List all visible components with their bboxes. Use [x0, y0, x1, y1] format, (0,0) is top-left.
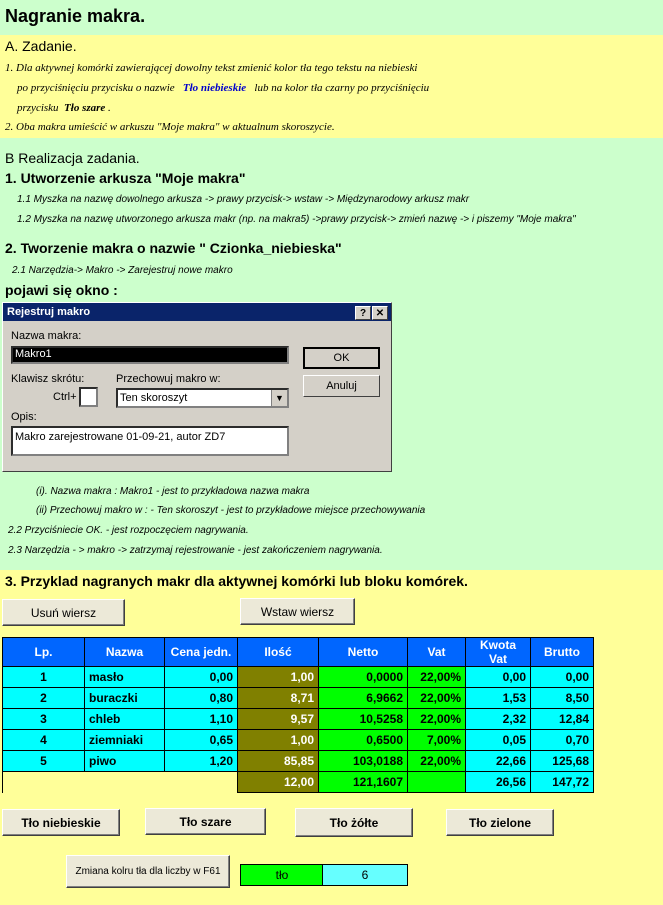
header-nazwa: Nazwa: [85, 638, 165, 667]
task-gray-keyword: Tło szare: [64, 102, 106, 114]
cell-netto[interactable]: 10,5258: [319, 709, 408, 730]
bg-value-cell[interactable]: 6: [322, 864, 408, 886]
cell-vat[interactable]: 22,00%: [408, 688, 466, 709]
task-line-3a: przycisku: [17, 102, 59, 114]
cell-netto[interactable]: 6,9662: [319, 688, 408, 709]
task-line-2: [17, 82, 429, 94]
table-row: [3, 709, 594, 730]
cancel-button[interactable]: Anuluj: [303, 375, 380, 397]
macro-name-input[interactable]: [11, 346, 289, 364]
delete-row-button[interactable]: Usuń wiersz: [2, 599, 125, 626]
section-3-heading: 3. Przyklad nagranych makr dla aktywnej komórki lub bloku komórek.: [5, 573, 468, 589]
cell-vat[interactable]: 22,00%: [408, 751, 466, 772]
cell-cena[interactable]: 0,00: [165, 667, 238, 688]
cell-netto[interactable]: 0,6500: [319, 730, 408, 751]
change-color-button[interactable]: Zmiana kolru tła dla liczby w F61: [66, 855, 230, 888]
table-header-row: [3, 638, 594, 667]
cell-vat[interactable]: 22,00%: [408, 667, 466, 688]
table-row: [3, 730, 594, 751]
store-in-value: Ten skoroszyt: [120, 392, 188, 404]
blue-background-button[interactable]: Tło niebieskie: [2, 809, 120, 836]
cell-netto[interactable]: 103,0188: [319, 751, 408, 772]
header-brutto: Brutto: [531, 638, 594, 667]
total-netto[interactable]: 121,1607: [319, 772, 408, 793]
cell-kwota-vat[interactable]: 1,53: [466, 688, 531, 709]
cell-netto[interactable]: 0,0000: [319, 667, 408, 688]
cell-kwota-vat[interactable]: 0,00: [466, 667, 531, 688]
cell-cena[interactable]: 1,10: [165, 709, 238, 730]
cell-ilosc[interactable]: 1,00: [238, 730, 319, 751]
header-lp: Lp.: [3, 638, 85, 667]
cell-vat[interactable]: 22,00%: [408, 709, 466, 730]
page-title: Nagranie makra.: [5, 6, 146, 26]
store-in-select[interactable]: [116, 388, 289, 408]
note-2: (ii) Przechowuj makro w : - Ten skoroszyt - jest to przykładowe miejsce przechowywania: [36, 505, 426, 516]
store-in-label: Przechowuj makro w:: [116, 373, 221, 385]
cell-nazwa[interactable]: piwo: [85, 751, 165, 772]
cell-lp[interactable]: 3: [3, 709, 85, 730]
cell-brutto[interactable]: 0,70: [531, 730, 594, 751]
cell-cena[interactable]: 0,80: [165, 688, 238, 709]
cell-lp[interactable]: 1: [3, 667, 85, 688]
task-line-4: 2. Oba makra umieścić w arkuszu "Moje makra" w aktualnum skoroszycie.: [5, 121, 335, 133]
insert-row-button[interactable]: Wstaw wiersz: [240, 598, 355, 625]
cell-ilosc[interactable]: 9,57: [238, 709, 319, 730]
cell-ilosc[interactable]: 8,71: [238, 688, 319, 709]
cell-vat[interactable]: 7,00%: [408, 730, 466, 751]
cell-nazwa[interactable]: buraczki: [85, 688, 165, 709]
cell-brutto[interactable]: 0,00: [531, 667, 594, 688]
cell-nazwa[interactable]: masło: [85, 667, 165, 688]
table-row: [3, 751, 594, 772]
shortcut-label: Klawisz skrótu:: [11, 373, 85, 385]
macro-name-label: Nazwa makra:: [11, 330, 82, 342]
header-kwota-vat: Kwota Vat: [466, 638, 531, 667]
cell-brutto[interactable]: 8,50: [531, 688, 594, 709]
cell-kwota-vat[interactable]: 2,32: [466, 709, 531, 730]
task-line-1: 1. Dla aktywnej komórki zawierającej dowolny tekst zmienić kolor tła tego tekstu na niebieski: [5, 62, 418, 74]
step-1-1: 1.1 Myszka na nazwę dowolnego arkusza -> prawy przycisk-> wstaw -> Międzynarodowy arkusz makr: [17, 194, 470, 205]
total-ilosc[interactable]: 12,00: [238, 772, 319, 793]
close-button[interactable]: ✕: [372, 306, 388, 320]
section-a-heading: A. Zadanie.: [5, 38, 77, 54]
task-line-3: [17, 102, 111, 114]
cell-brutto[interactable]: 12,84: [531, 709, 594, 730]
table-row: [3, 688, 594, 709]
totals-row: [3, 772, 594, 793]
header-cena: Cena jedn.: [165, 638, 238, 667]
cell-nazwa[interactable]: ziemniaki: [85, 730, 165, 751]
bg-label-cell[interactable]: tło: [240, 864, 324, 886]
totals-spacer: [3, 772, 238, 793]
task-line-2a: po przyciśnięciu przycisku o nazwie: [17, 82, 175, 94]
description-value: Makro zarejestrowane 01-09-21, autor ZD7: [15, 431, 226, 443]
step-2-1: 2.1 Narzędzia-> Makro -> Zarejestruj nowe makro: [12, 265, 233, 276]
shortcut-input[interactable]: [79, 387, 98, 407]
description-textarea[interactable]: [11, 426, 289, 456]
help-button[interactable]: ?: [355, 306, 371, 320]
header-netto: Netto: [319, 638, 408, 667]
chevron-down-icon[interactable]: ▼: [271, 390, 287, 406]
yellow-background-button[interactable]: Tło żółte: [295, 808, 413, 837]
cell-kwota-vat[interactable]: 0,05: [466, 730, 531, 751]
cell-lp[interactable]: 4: [3, 730, 85, 751]
window-appears-label: pojawi się okno :: [5, 282, 118, 298]
dialog-titlebar: [3, 303, 391, 321]
step-2-3: 2.3 Narzędzia - > makro -> zatrzymaj rejestrowanie - jest zakończeniem nagrywania.: [8, 545, 383, 556]
cell-cena[interactable]: 1,20: [165, 751, 238, 772]
cell-ilosc[interactable]: 85,85: [238, 751, 319, 772]
section-b-heading: B Realizacja zadania.: [5, 150, 140, 166]
products-table: [2, 637, 594, 793]
header-vat: Vat: [408, 638, 466, 667]
description-label: Opis:: [11, 411, 37, 423]
task-line-3c: .: [108, 102, 111, 114]
sub-heading-1: 1. Utworzenie arkusza "Moje makra": [5, 170, 246, 186]
step-2-2: 2.2 Przyciśniecie OK. - jest rozpoczęciem nagrywania.: [8, 525, 249, 536]
record-macro-dialog: [2, 302, 392, 472]
total-brutto[interactable]: 147,72: [531, 772, 594, 793]
green-background-button[interactable]: Tło zielone: [446, 809, 554, 836]
cell-cena[interactable]: 0,65: [165, 730, 238, 751]
cell-nazwa[interactable]: chleb: [85, 709, 165, 730]
cell-kwota-vat[interactable]: 22,66: [466, 751, 531, 772]
macro-name-value: Makro1: [15, 348, 52, 360]
cell-brutto[interactable]: 125,68: [531, 751, 594, 772]
step-1-2: 1.2 Myszka na nazwę utworzonego arkusza makr (np. na makra5) ->prawy przycisk-> zmień nazwę -> i piszemy "Moje makra": [17, 214, 576, 225]
table-row: [3, 667, 594, 688]
sub-heading-2: 2. Tworzenie makra o nazwie " Czionka_niebieska": [5, 240, 342, 256]
cell-lp[interactable]: 2: [3, 688, 85, 709]
task-line-2c: lub na kolor tła czarny po przyciśnięciu: [254, 82, 430, 94]
header-ilosc: Ilość: [238, 638, 319, 667]
total-vat-empty[interactable]: [408, 772, 466, 793]
cell-ilosc[interactable]: 1,00: [238, 667, 319, 688]
ok-button[interactable]: OK: [303, 347, 380, 369]
ctrl-label: Ctrl+: [53, 391, 77, 403]
task-blue-keyword: Tło niebieskie: [182, 82, 247, 94]
gray-background-button[interactable]: Tło szare: [145, 808, 266, 835]
note-1: (i). Nazwa makra : Makro1 - jest to przykładowa nazwa makra: [36, 486, 310, 497]
total-kwota-vat[interactable]: 26,56: [466, 772, 531, 793]
dialog-title: Rejestruj makro: [7, 306, 91, 318]
cell-lp[interactable]: 5: [3, 751, 85, 772]
